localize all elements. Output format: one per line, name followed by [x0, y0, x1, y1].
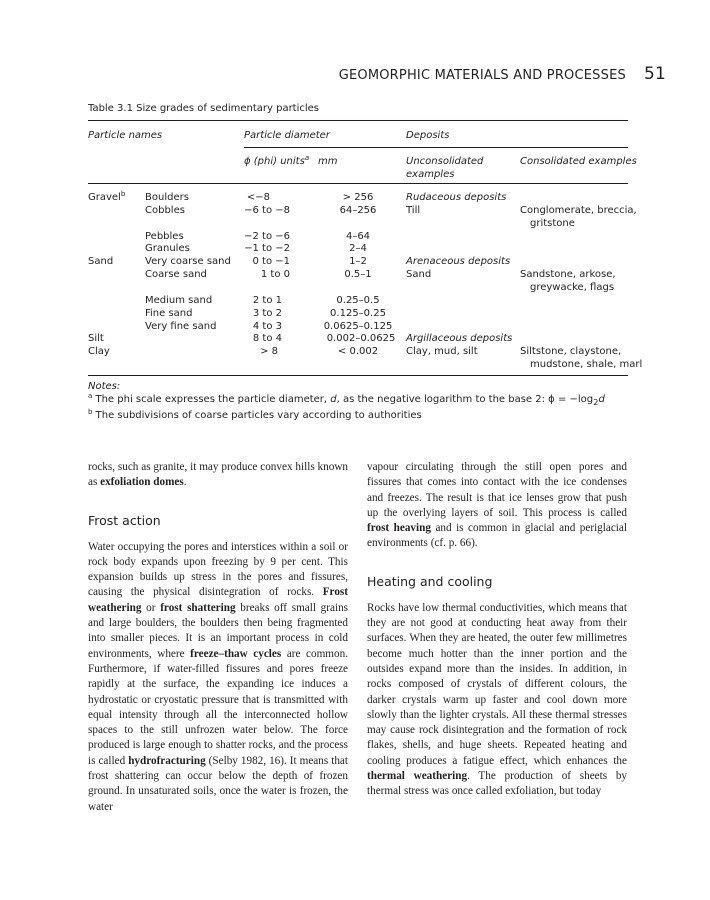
- row-name: Fine sand: [145, 308, 193, 319]
- table-caption: Table 3.1 Size grades of sedimentary particles: [88, 103, 320, 114]
- row-unconsolidated: Till: [406, 205, 421, 216]
- note-b-text: The subdivisions of coarse particles vary according to authorities: [92, 410, 422, 421]
- note-a-var2: d: [598, 394, 605, 405]
- subheader-rule: [244, 147, 628, 148]
- paragraph: [88, 460, 348, 491]
- row-unconsolidated: Arenaceous deposits: [406, 256, 511, 267]
- header-deposits: Deposits: [406, 130, 450, 141]
- note-a-formula: , as the negative logarithm to the base 2: ϕ = −log: [336, 394, 594, 405]
- bold-term: Frost weathering: [88, 586, 348, 614]
- row-mm: 2–4: [349, 243, 367, 254]
- row-consolidated: Sandstone, arkose,: [520, 269, 616, 280]
- header-bottom-rule: [88, 183, 628, 184]
- row-phi: <−8: [246, 192, 270, 203]
- note-a-mark: a: [88, 392, 93, 400]
- row-mm: < 0.002: [337, 346, 379, 357]
- row-consolidated-line2: gritstone: [530, 218, 575, 229]
- row-group-sup: b: [120, 190, 126, 198]
- paragraph: [367, 601, 627, 800]
- header-phi-units: [244, 156, 309, 168]
- section-heading-heating-cooling: Heating and cooling: [367, 573, 493, 589]
- row-phi: 8 to 4: [252, 333, 282, 344]
- text-run: are common. Furthermore, if water-filled fissures and pores freeze rapidly at the surface, the expanding ice induces a hydrostatic or cryostatic pressure that is transmitted with equal intensity through all the interconnected hollow spaces to the still unfrozen water below. The force produced is large enough to shatter rocks, and the process is called: [88, 647, 348, 767]
- left-column: [88, 460, 348, 815]
- note-a: [88, 393, 605, 409]
- row-phi: −2 to −6: [244, 231, 290, 242]
- row-unconsolidated: Rudaceous deposits: [406, 192, 507, 203]
- bold-term: thermal weathering: [367, 770, 468, 783]
- header-particle-diameter: Particle diameter: [244, 130, 330, 141]
- running-head-title: GEOMORPHIC MATERIALS AND PROCESSES: [338, 68, 626, 83]
- row-phi: −1 to −2: [244, 243, 290, 254]
- row-consolidated: Conglomerate, breccia,: [520, 205, 637, 216]
- row-group: [88, 192, 125, 204]
- note-a-sub: 2: [593, 397, 599, 407]
- header-particle-names: Particle names: [88, 130, 163, 141]
- row-group: Sand: [88, 256, 114, 267]
- row-consolidated-line2: greywacke, flags: [530, 282, 615, 293]
- note-a-var: d: [330, 394, 337, 405]
- row-mm: 0.25–0.5: [336, 295, 380, 306]
- text-run: vapour circulating through the still open pores and fissures that comes into contact with the ice condenses and freezes. The result is that ice lenses grow that push up the overlying layers of soil. This process is called: [367, 461, 627, 519]
- right-column: [367, 460, 627, 800]
- running-head: [0, 64, 666, 84]
- header-consolidated: Consolidated examples: [520, 156, 637, 167]
- row-mm: 1–2: [349, 256, 367, 267]
- row-name: Very coarse sand: [145, 256, 231, 267]
- row-mm: > 256: [342, 192, 374, 203]
- notes-title: Notes:: [88, 381, 121, 392]
- row-group: Silt: [88, 333, 104, 344]
- row-name: Boulders: [145, 192, 189, 203]
- section-heading-frost-action: Frost action: [88, 512, 161, 528]
- note-b: [88, 409, 605, 422]
- row-phi: > 8: [260, 346, 278, 357]
- bold-term: exfoliation domes: [100, 476, 184, 489]
- row-unconsolidated: Argillaceous deposits: [406, 333, 513, 344]
- row-mm: 0.5–1: [344, 269, 372, 280]
- text-run: breaks off small grains and large boulders, the boulders then being fragmented into smaller pieces. It is an important process in cold environments, where: [88, 601, 349, 660]
- row-phi: 3 to 2: [252, 308, 282, 319]
- row-phi: 4 to 3: [252, 321, 282, 332]
- row-name: Very fine sand: [145, 321, 217, 332]
- row-name: Pebbles: [145, 231, 184, 242]
- row-phi: 0 to −1: [252, 256, 290, 267]
- row-name: Cobbles: [145, 205, 185, 216]
- paragraph: [367, 460, 627, 552]
- bold-term: frost shattering: [160, 601, 236, 614]
- table-top-rule: [88, 120, 628, 121]
- text-run: Rocks have low thermal conductivities, which means that they are not good at conducting heat away from their surfaces. When they are heated, the outer few millimetres become much hotter than the inner portion and the outsides expand more than the insides. In addition, in rocks composed of crystals of different colours, the darker crystals warm up faster and cool down more slowly than the lighter crystals. All these thermal stresses may cause rock disintegration and the formation of rock flakes, shells, and huge sheets. Repeated heating and cooling produces a fatigue effect, which enhances the: [367, 601, 627, 767]
- row-name: Coarse sand: [145, 269, 207, 280]
- text-run: rocks, such as granite, it may produce convex hills known as: [88, 461, 348, 489]
- page-number: 51: [643, 64, 666, 84]
- table-notes: [88, 380, 605, 422]
- row-unconsolidated: Sand: [406, 269, 432, 280]
- bold-term: freeze–thaw cycles: [190, 647, 282, 660]
- header-unconsolidated-line2: examples: [406, 169, 455, 180]
- note-b-mark: b: [88, 408, 93, 416]
- row-mm: 4–64: [345, 231, 371, 242]
- text-run: .: [183, 476, 187, 489]
- row-mm: 0.125–0.25: [330, 308, 386, 319]
- text-run: (Selby 1982, 16). It means that frost shattering can occur below the depth of frozen ground. In unsaturated soils, once the water is frozen, the water: [88, 754, 348, 813]
- text-run: or: [141, 601, 161, 614]
- row-name: Granules: [145, 243, 190, 254]
- row-phi: −6 to −8: [244, 205, 290, 216]
- note-a-text: The phi scale expresses the particle diameter,: [92, 394, 331, 405]
- row-phi: 2 to 1: [252, 295, 282, 306]
- header-phi-units-text: ϕ (phi) units: [244, 156, 305, 167]
- table-bottom-rule: [88, 375, 628, 376]
- text-run: Water occupying the pores and interstices within a soil or rock body expands upon freezing by 9 per cent. This expansion builds up stress in the pores and fissures, causing the physical disintegration of rocks.: [88, 540, 348, 599]
- header-mm: mm: [318, 156, 338, 167]
- paragraph: [88, 540, 348, 815]
- bold-term: hydrofracturing: [128, 754, 206, 767]
- row-consolidated-line2: mudstone, shale, marl: [530, 359, 643, 370]
- row-group: Clay: [88, 346, 110, 357]
- header-unconsolidated: Unconsolidated: [406, 156, 484, 167]
- row-mm: 0.0625–0.125: [323, 321, 393, 332]
- text-run: . The production of sheets by thermal stress was once called exfoliation, but today: [367, 770, 628, 798]
- row-phi: 1 to 0: [260, 269, 290, 280]
- row-consolidated: Siltstone, claystone,: [520, 346, 622, 357]
- text-run: and is common in glacial and periglacial environments (cf. p. 66).: [367, 522, 627, 550]
- row-mm: 64–256: [339, 205, 377, 216]
- bold-term: frost heaving: [367, 522, 431, 535]
- row-name: Medium sand: [145, 295, 213, 306]
- row-mm: 0.002–0.0625: [326, 333, 396, 344]
- row-unconsolidated: Clay, mud, silt: [406, 346, 478, 357]
- header-phi-units-sup: a: [304, 154, 310, 162]
- row-group-text: Gravel: [88, 192, 121, 203]
